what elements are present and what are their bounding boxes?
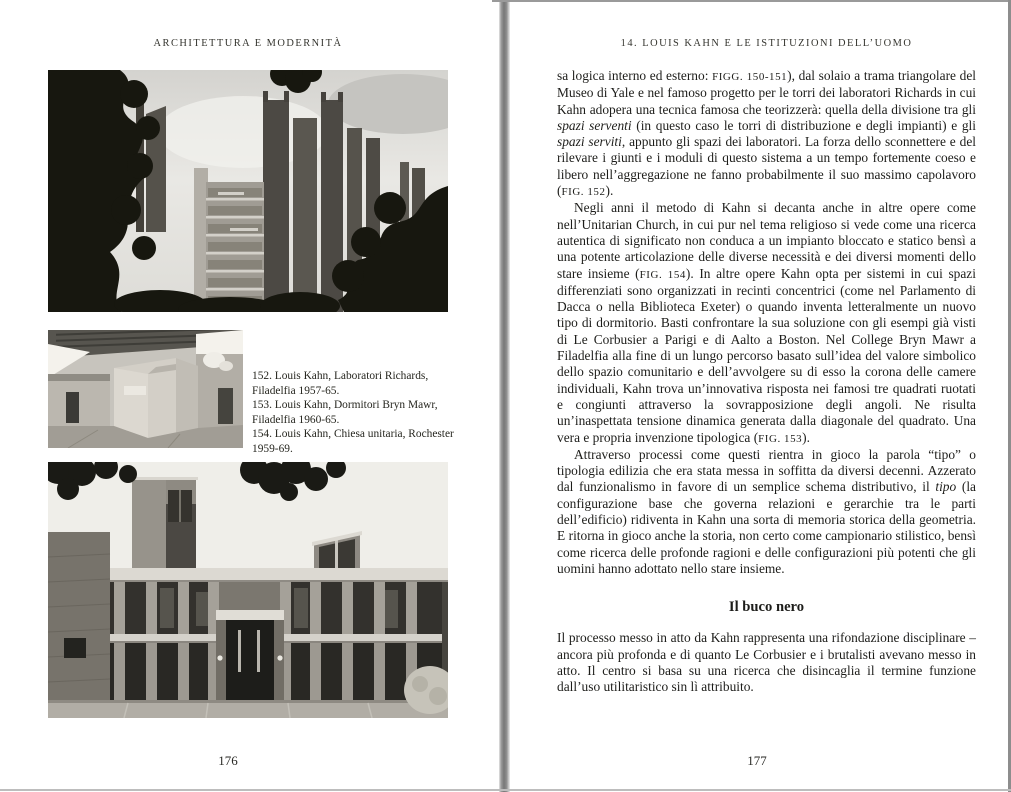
central-volume [114,358,198,438]
fascia [110,568,448,582]
page-left [0,0,499,792]
paragraph-2: Negli anni il metodo di Kahn si decanta anche in altre opere come nell’Unitarian Church, in cui pur nel tema religioso si vede come una ricerca autentica di significato non conduca a un impianto bloccato e statico bensì a una potente articolazione delle diverse necessità e dei diversi momenti dello stare insieme (FIG. 154). In altre opere Kahn opta per sistemi in cui spazi differenziati sono organizzati in recinti concentrici (come nel Parlamento di Dacca o nella Biblioteca Exeter) o quando inventa letteralmente un nuovo tipo di dormitorio. Basti confrontare la sua soluzione con gli esempi già visti di Le Corbusier a Parigi e di Aalto a Boston. Nel College Bryn Mawr a Filadelfia alla fine di un lungo percorso basato sull’idea del valore simbolico dello spazio comunitario e dell’avvolgere su di esso la corona delle camere individuali, Kahn trova un’innovativa risposta nei famosi tre quadrati ruotati e congiunti attraverso la sovrapposizione degli angoli. Ne risulta un’inaspettata tensione dinamica generata dalla diagonale del quadrato. Una vera e propria invenzione tipologica (FIG. 153). [557,200,976,445]
section-heading: Il buco nero [728,599,805,616]
photo-dormitory-interior [48,330,243,448]
caption-154: 154. Louis Kahn, Chiesa unitaria, Rochester 1959-69. [252,428,454,455]
page-number-right: 177 [747,753,767,768]
photo-unitarian-church-facade [48,462,448,718]
laboratory-block [194,168,264,312]
book-gutter [499,0,510,792]
caption-153: 153. Louis Kahn, Dormitori Bryn Mawr, Filadelfia 1960-65. [252,399,438,426]
paragraph-3: Attraverso processi come questi rientra in gioco la parola “tipo” o tipologia edilizia che era stata messa in soffitta da diversi decenni. Azzerato dal funzionalismo in favore di un semplice schema distributivo, il tipo (la configurazione base che governa relazioni e gerarchie tra le parti dell’edificio) ridiventa in Kahn una sorta di memoria storica della geometria. E ritorna in gioco anche la storia, non certo come campionario stilistico, bensì come ricerca delle profonde ragioni e delle configurazioni più potenti che gli uomini hanno adottato nello stare insieme. [557,446,976,576]
running-head-right: 14. LOUIS KAHN E LE ISTITUZIONI DELL’UOMO [620,38,913,49]
brick-tower [130,477,198,580]
ground [48,700,448,718]
page-right [510,0,1008,792]
page-number-left: 176 [218,753,238,768]
left-mezzanine [48,374,110,426]
left-brick-wall [48,532,110,702]
body-text-column [557,68,976,695]
running-head-left: ARCHITETTURA E MODERNITÀ [153,38,343,49]
caption-152: 152. Louis Kahn, Laboratori Richards, Filadelfia 1957-65. [252,370,429,397]
paragraph-1: sa logica interno ed esterno: FIGG. 150-151), dal solaio a trama triangolare del Museo di Yale e nel famoso progetto per le torri dei laboratori Richards in cui Kahn adopera una tecnica famosa che teorizzerà: quella della divisione tra gli spazi serventi (in questo caso le torri di distribuzione e degli impianti) e gli spazi serviti, appunto gli spazi dei laboratori. La forza dello sconnettere e del rilevare i giunti e i moduli di questo sistema a un tempo fortemente coeso e libero nell’aggregazione ne fanno probabilmente il suo massimo capolavoro (FIG. 152). [557,68,976,199]
figure-captions [252,369,471,457]
entrance [216,610,284,702]
photo-richards-laboratories [48,70,448,312]
paragraph-4: Il processo messo in atto da Kahn rappresenta una rifondazione disciplinare – ancora più profonda e di quanto Le Corbusier e i brutalisti avevano messo in atto. Il centro si basa su una ricerca che disincaglia il termine funzione dall’uso utilitaristico sin lì attribuito. [557,630,976,695]
